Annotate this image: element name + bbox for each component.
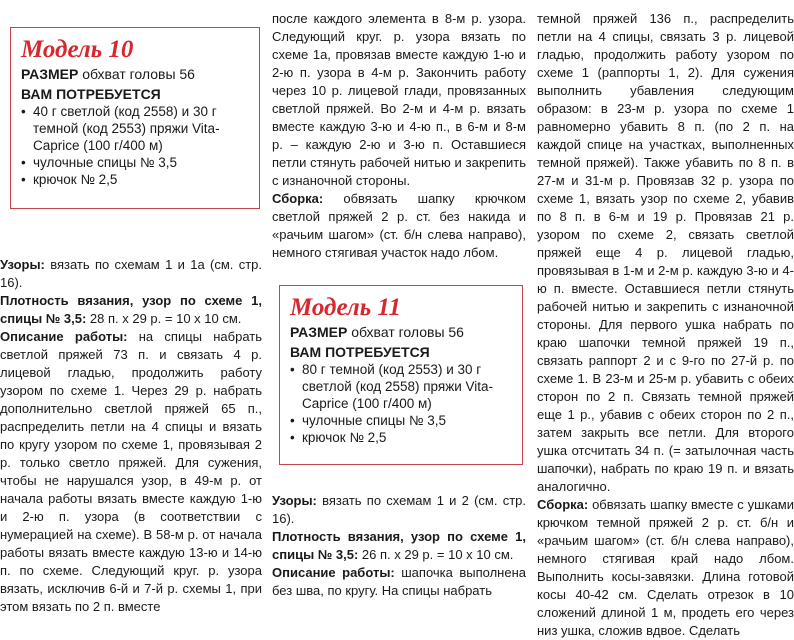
density-text: 28 п. х 29 р. = 10 х 10 см. (86, 311, 242, 326)
size-value: обхват головы 56 (347, 324, 464, 340)
model-10-need-heading: ВАМ ПОТРЕБУЕТСЯ (21, 86, 161, 102)
size-label: РАЗМЕР (290, 324, 348, 340)
model-11-description-cont: темной пряжей 136 п., распределить петли на 4 спицы, связать 3 р. лицевой гладью, продолжить работу узором по схеме 1 (раппорты 1, 2). Для сужения выполнить убавления следующим образом: в 23-м р. узора по схеме 1 равномерно убавить 8 п. (по 2 п. на каждой спице на участках, выполненных темной пряжей). Также убавить по 8 п. в 27-м и 31-м р. Провязав 32 р. узора по схеме 1, вязать узор по схеме 2, убавив по 8 п. в 6-м и 19 р. Провязав 21 р. узором по схеме 2, связать светлой пряжей еще 4 р. лицевой гладью, провязывая в 1-м и 2-м р. каждую 3-ю и 4-ю п. вместе. Оставшиеся петли стянуть рабочей нитью и закрепить с изнаночной стороны. Для первого ушка набрать по краю шапочки темной пряжей 19 п., связать раппорт 2 и с 9-го по 27-й р. по схеме 1. В 23-м и 25-м р. убавить с обеих сторон по 2 п. Связать темной пряжей еще 1 р., убавив с обеих сторон по 2 п., затем закрыть все петли. Для второго ушка отсчитать 34 п. (= затылочная часть шапочки), набрать по краю 19 п. и вязать аналогично. (537, 11, 794, 494)
model-10-spec-box (10, 27, 260, 209)
model-10-materials-list (21, 103, 249, 188)
material-text: 80 г темной (код 2553) и 30 г светлой (код 2558) пряжи Vita-Caprice (100 г/400 м) (302, 362, 494, 411)
model-11-assembly (537, 496, 794, 640)
material-item (290, 429, 512, 446)
description-label: Описание работы: (0, 329, 128, 344)
description-label: Описание работы: (272, 565, 395, 580)
column-1-text (0, 256, 262, 616)
material-text: чулочные спицы № 3,5 (33, 155, 177, 170)
model-11-need-heading: ВАМ ПОТРЕБУЕТСЯ (290, 344, 430, 360)
material-item (21, 171, 249, 188)
material-item (21, 154, 249, 171)
density-text: 26 п. х 29 р. = 10 х 10 см. (358, 547, 514, 562)
description-text: шапочка выполнена без шва, по кругу. На спицы набрать (272, 565, 526, 598)
model-11-description (272, 564, 526, 600)
size-label: РАЗМЕР (21, 66, 79, 82)
material-item (290, 412, 512, 429)
material-text: чулочные спицы № 3,5 (302, 413, 446, 428)
bullet-icon: • (290, 362, 295, 377)
model-10-size (21, 66, 249, 83)
material-item (21, 103, 249, 154)
density-label: Плотность вязания, узор по схеме 1, спицы № 3,5: (0, 293, 262, 326)
bullet-icon: • (290, 430, 295, 445)
model-10-patterns (0, 256, 262, 292)
material-text: крючок № 2,5 (33, 172, 118, 187)
assembly-text: обвязать шапку крючком светлой пряжей 2 р. ст. без накида и «рачьим шагом» (ст. б/н слева направо), немного стягивая участок надо лбом. (272, 191, 526, 260)
model-10-title: Модель 10 (21, 36, 134, 63)
model-11-patterns (272, 492, 526, 528)
description-text: на спицы набрать светлой пряжей 73 п. и связать 4 р. лицевой гладью, продолжить работу узором по схеме 1. Через 29 р. набрать дополнительно светлой пряжей 65 п., распределить петли на 4 спицы и вязать по кругу узором по схеме 1, провязывая 2 р. только светло пряжей. Для сужения, чтобы не нарушался узор, в 49-м р. от начала работы вязать вместе каждую 1-ю и 2-ю п. узора (в соответствии с нумерацией на схеме). В 58-м р. от начала работы вязать вместе каждую 13-ю и 14-ю п. по схеме. Следующий круг. р. узора вязать, исключив 6-й и 7-й р. схемы 1, при этом вязать по 2 п. вместе (0, 329, 262, 614)
model-11-title: Модель 11 (290, 294, 402, 321)
model-10-description (0, 328, 262, 616)
model-10-density (0, 292, 262, 328)
model-11-spec-box (279, 285, 523, 465)
material-text: крючок № 2,5 (302, 430, 387, 445)
patterns-label: Узоры: (0, 257, 45, 272)
size-value: обхват головы 56 (78, 66, 195, 82)
model-11-materials-list (290, 361, 512, 446)
material-text: 40 г светлой (код 2558) и 30 г темной (код 2553) пряжи Vita-Caprice (100 г/400 м) (33, 104, 220, 153)
density-label: Плотность вязания, узор по схеме 1, спицы № 3,5: (272, 529, 526, 562)
bullet-icon: • (290, 413, 295, 428)
bullet-icon: • (21, 172, 26, 187)
column-3-text (537, 10, 794, 640)
bullet-icon: • (21, 104, 26, 119)
model-11-density (272, 528, 526, 564)
assembly-text: обвязать шапку вместе с ушками крючком темной пряжей 2 р. ст. б/н и «рачьим шагом» (ст. б/н слева направо), немного стягивая край надо лбом. Выполнить косы-завязки. Длина готовой косы 40-42 см. Сделать отрезок в 10 сложений длиной 1 м, продеть его через низ ушка, сложив вдвое. Сделать (537, 497, 794, 638)
patterns-text: вязать по схемам 1 и 1а (см. стр. 16). (0, 257, 262, 290)
patterns-label: Узоры: (272, 493, 317, 508)
model-10-assembly (272, 190, 526, 262)
model-10-description-cont: после каждого элемента в 8-м р. узора. Следующий круг. р. узора вязать по схеме 1а, провязав вместе каждую 1-ю и 2-ю п. узора в 4-м р. Закончить работу через 10 р. лицевой глади, провязанных светлой пряжей. Во 2-м и 4-м р. вязать вместе каждую 3-ю и 4-ю п., в 6-м и 8-м р. – каждую 2-ю и 3-ю п. Оставшиеся петли стянуть рабочей нитью и закрепить с изнаночной стороны. (272, 11, 526, 188)
assembly-label: Сборка: (272, 191, 324, 206)
patterns-text: вязать по схемам 1 и 2 (см. стр. 16). (272, 493, 526, 526)
bullet-icon: • (21, 155, 26, 170)
column-2-text (272, 10, 526, 262)
column-2-lower-text (272, 492, 526, 600)
assembly-label: Сборка: (537, 497, 589, 512)
material-item (290, 361, 512, 412)
model-11-size (290, 324, 512, 341)
